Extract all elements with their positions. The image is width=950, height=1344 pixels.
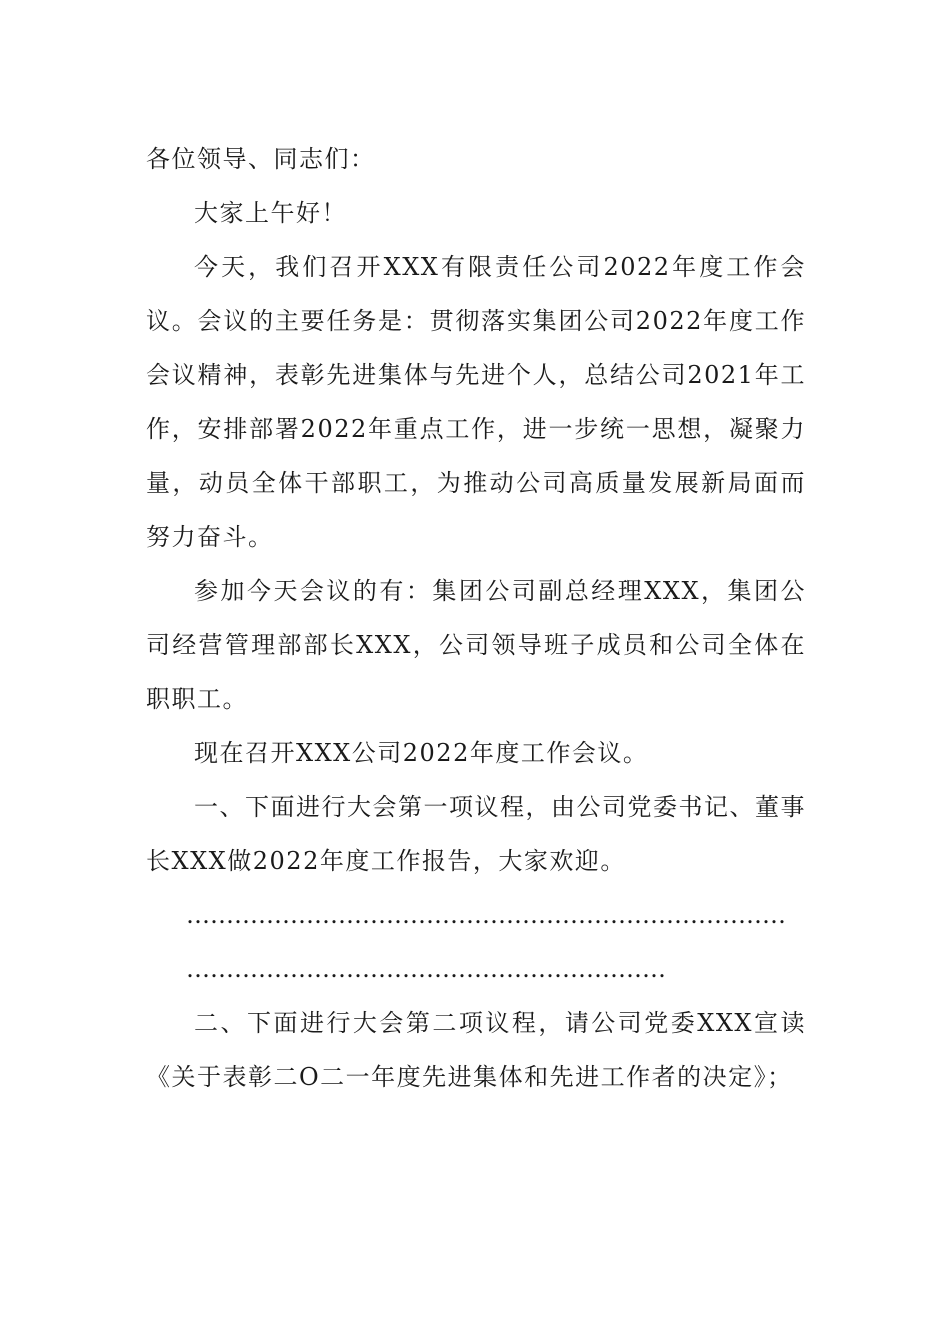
paragraph-attendees: 参加今天会议的有：集团公司副总经理XXX，集团公司经营管理部部长XXX，公司领导班子成员和公司全体在职职工。 — [146, 577, 806, 713]
salutation: 各位领导、同志们： — [146, 145, 376, 173]
paragraph-opening: 现在召开XXX公司2022年度工作会议。 — [194, 739, 649, 767]
paragraph-meeting-purpose: 今天，我们召开XXX有限责任公司2022年度工作会议。会议的主要任务是：贯彻落实集团公司2022年度工作会议精神，表彰先进集体与先进个人，总结公司2021年工作，安排部署2022年重点工作，进一步统一思想，凝聚力量，动员全体干部职工，为推动公司高质量发展新局面而努力奋斗。 — [146, 253, 806, 551]
document-body — [146, 132, 806, 1104]
paragraph-agenda-item-1: 一、下面进行大会第一项议程，由公司党委书记、董事长XXX做2022年度工作报告，大家欢迎。 — [146, 793, 806, 875]
ellipsis-line: ……………………………………………………………………………………………………………………… — [186, 901, 786, 983]
greeting: 大家上午好！ — [194, 199, 347, 227]
paragraph-agenda-item-2: 二、下面进行大会第二项议程，请公司党委XXX宣读《关于表彰二О二一年度先进集体和先进工作者的决定》； — [146, 1009, 806, 1091]
